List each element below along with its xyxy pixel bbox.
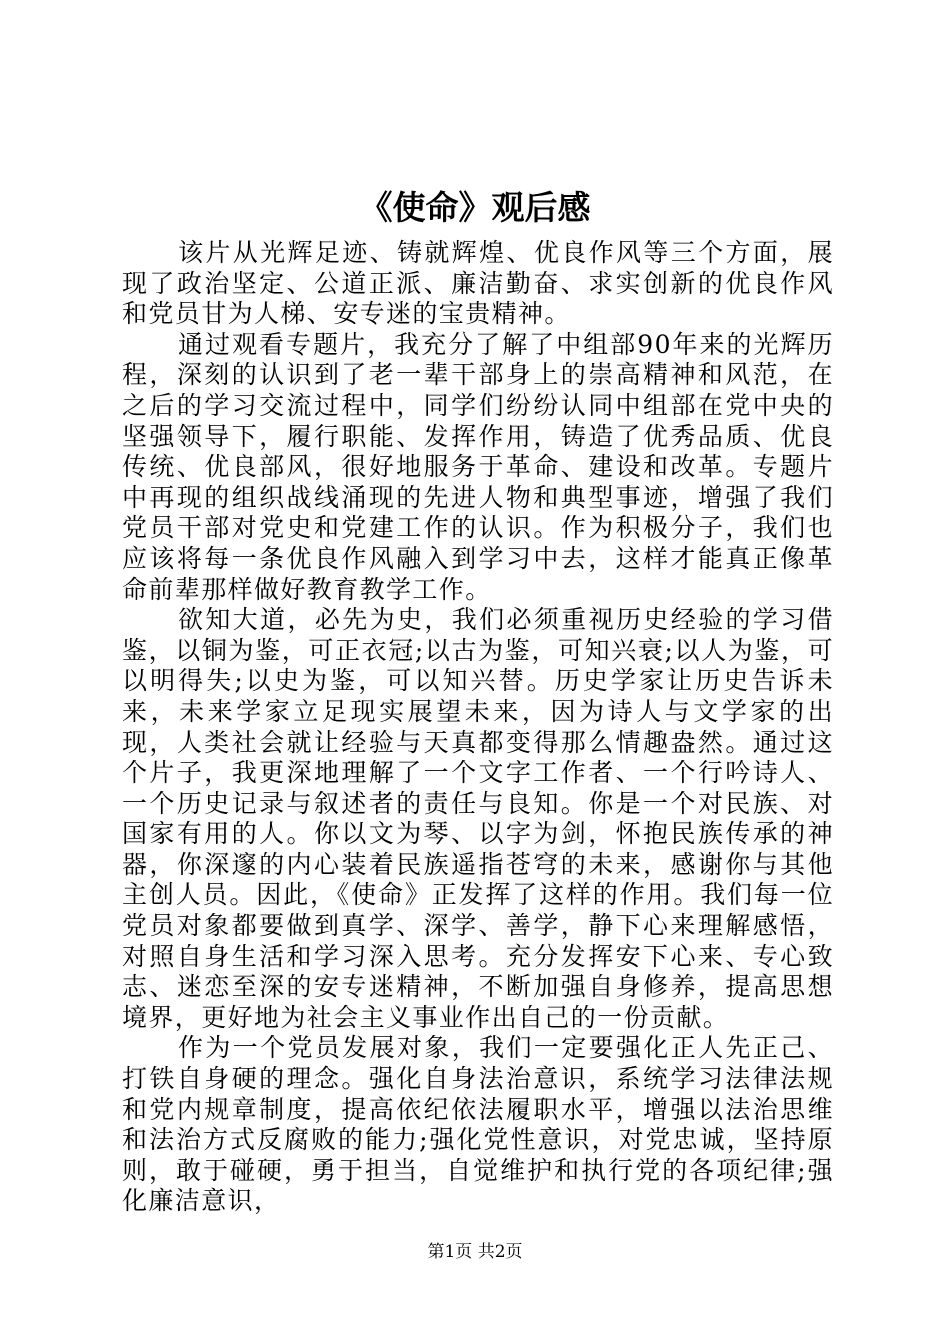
- page-footer: [0, 1240, 950, 1264]
- page-number: 第1页 共2页: [427, 1242, 523, 1262]
- paragraph: 欲知大道，必先为史，我们必须重视历史经验的学习借鉴，以铜为鉴，可正衣冠;以古为鉴，可知兴衰;以人为鉴，可以明得失;以史为鉴，可以知兴替。历史学家让历史告诉未来，未来学家立足现实展望未来，因为诗人与文学家的出现，人类社会就让经验与天真都变得那么情趣盎然。通过这个片子，我更深地理解了一个文字工作者、一个行吟诗人、一个历史记录与叙述者的责任与良知。你是一个对民族、对国家有用的人。你以文为琴、以字为剑，怀抱民族传承的神器，你深邃的内心装着民族遥指苍穹的未来，感谢你与其他主创人员。因此，《使命》正发挥了这样的作用。我们每一位党员对象都要做到真学、深学、善学，静下心来理解感悟，对照自身生活和学习深入思考。充分发挥安下心来、专心致志、迷恋至深的安专迷精神，不断加强自身修养，提高思想境界，更好地为社会主义事业作出自己的一份贡献。: [122, 605, 834, 1032]
- paragraph: 该片从光辉足迹、铸就辉煌、优良作风等三个方面，展现了政治坚定、公道正派、廉洁勤奋、求实创新的优良作风和党员甘为人梯、安专迷的宝贵精神。: [122, 238, 834, 329]
- document-title: 《使命》观后感: [359, 188, 591, 227]
- paragraph: 通过观看专题片，我充分了解了中组部90年来的光辉历程，深刻的认识到了老一辈干部身上的崇高精神和风范，在之后的学习交流过程中，同学们纷纷认同中组部在党中央的坚强领导下，履行职能、发挥作用，铸造了优秀品质、优良传统、优良部风，很好地服务于革命、建设和改革。专题片中再现的组织战线涌现的先进人物和典型事迹，增强了我们党员干部对党史和党建工作的认识。作为积极分子，我们也应该将每一条优良作风融入到学习中去，这样才能真正像革命前辈那样做好教育教学工作。: [122, 329, 834, 604]
- paragraph: 作为一个党员发展对象，我们一定要强化正人先正己、打铁自身硬的理念。强化自身法治意识，系统学习法律法规和党内规章制度，提高依纪依法履职水平，增强以法治思维和法治方式反腐败的能力;强化党性意识，对党忠诚，坚持原则，敢于碰硬，勇于担当，自觉维护和执行党的各项纪律;强化廉洁意识，: [122, 1033, 834, 1216]
- document-body: [122, 238, 834, 1217]
